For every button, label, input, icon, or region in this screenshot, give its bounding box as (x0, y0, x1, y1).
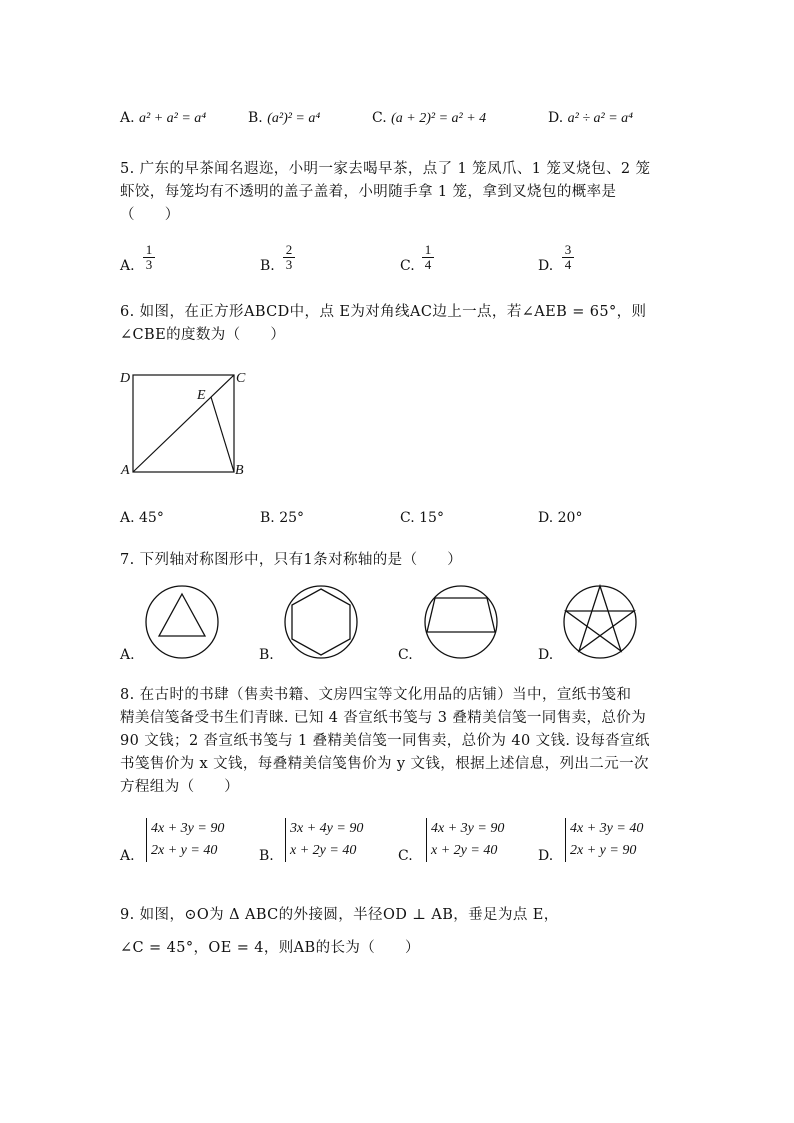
q6-option-b[interactable]: B. 25° (260, 510, 305, 526)
q7-figure-d (562, 584, 638, 660)
q4-option-c[interactable]: C. (a + 2)² = a² + 4 (372, 110, 487, 126)
q8-stem-line5: 方程组为（ ） (120, 779, 240, 795)
q8-stem-line4: 书笺售价为 x 文钱，每叠精美信笺售价为 y 文钱，根据上述信息，列出二元一次 (120, 756, 649, 772)
q5-option-d-fraction: $\frac{3}{4}$ (562, 243, 574, 272)
circle (285, 586, 357, 658)
q7-figure-b (283, 584, 359, 660)
q9-stem-line2: ∠C = 45°，OE = 4，则AB的长为（ ） (120, 940, 420, 956)
q7-figure-a (144, 584, 220, 660)
q4-option-b[interactable]: B. (a²)² = a⁴ (248, 110, 321, 126)
q8-option-b-letter[interactable]: B. (259, 848, 274, 864)
q6-stem-line1: 6. 如图，在正方形ABCD中，点 E为对角线AC边上一点，若∠AEB = 65°，则 (120, 304, 647, 320)
q7-option-c[interactable]: C. (398, 647, 413, 663)
q8-option-c-system: 4x + 3y = 90 x + 2y = 40 (426, 818, 504, 862)
trapezoid (427, 598, 495, 632)
q8-stem-line3: 90 文钱；2 沓宣纸书笺与 1 叠精美信笺一同售卖，总价为 40 文钱. 设每沓宣纸 (120, 733, 650, 749)
q8-option-c-letter[interactable]: C. (398, 848, 413, 864)
q6-option-c[interactable]: C. 15° (400, 510, 444, 526)
q9-stem-line1: 9. 如图，⊙O为 Δ ABC的外接圆，半径OD ⊥ AB，垂足为点 E， (120, 907, 559, 923)
q5-option-a-fraction: $\frac{1}{3}$ (143, 243, 155, 272)
q5-stem-line2: 虾饺，每笼均有不透明的盖子盖着，小明随手拿 1 笼，拿到叉烧包的概率是 (120, 184, 617, 200)
q5-option-b-letter[interactable]: B. (260, 258, 275, 274)
label-a: A (121, 463, 130, 478)
q7-option-d[interactable]: D. (538, 647, 554, 663)
q8-option-b-system: 3x + 4y = 90 x + 2y = 40 (285, 818, 363, 862)
q8-option-d-letter[interactable]: D. (538, 848, 554, 864)
q6-option-d[interactable]: D. 20° (538, 510, 583, 526)
q7-stem-line1: 7. 下列轴对称图形中，只有1条对称轴的是（ ） (120, 552, 463, 568)
triangle (159, 594, 205, 636)
q5-stem-line1: 5. 广东的早茶闻名遐迩，小明一家去喝早茶，点了 1 笼凤爪、1 笼叉烧包、2 笼 (120, 161, 651, 177)
q6-option-a[interactable]: A. 45° (120, 510, 164, 526)
segment-be (211, 397, 234, 472)
q8-stem-line1: 8. 在古时的书肆（售卖书籍、文房四宝等文化用品的店铺）当中，宣纸书笺和 (120, 687, 632, 703)
q5-option-c-fraction: $\frac{1}{4}$ (422, 243, 434, 272)
label-e: E (197, 388, 206, 403)
q7-option-b[interactable]: B. (259, 647, 274, 663)
q8-stem-line2: 精美信笺备受书生们青睐. 已知 4 沓宣纸书笺与 3 叠精美信笺一同售卖，总价为 (120, 710, 647, 726)
q4-option-d[interactable]: D. a² ÷ a² = a⁴ (548, 110, 634, 126)
q6-stem-line2: ∠CBE的度数为（ ） (120, 327, 286, 343)
q8-option-d-system: 4x + 3y = 40 2x + y = 90 (565, 818, 643, 862)
q5-option-b-fraction: $\frac{2}{3}$ (283, 243, 295, 272)
q5-option-c-letter[interactable]: C. (400, 258, 415, 274)
label-c: C (236, 371, 246, 386)
q5-option-d-letter[interactable]: D. (538, 258, 554, 274)
label-b: B (235, 463, 244, 478)
label-d: D (120, 371, 131, 386)
q8-option-a-letter[interactable]: A. (120, 848, 135, 864)
q5-option-a-letter[interactable]: A. (120, 258, 135, 274)
hexagon (292, 589, 350, 655)
circle (564, 586, 636, 658)
circle (146, 586, 218, 658)
q7-option-a[interactable]: A. (120, 647, 135, 663)
circle (425, 586, 497, 658)
q5-stem-line3: （ ） (120, 207, 180, 223)
q7-figure-c (423, 584, 499, 660)
q8-option-a-system: 4x + 3y = 90 2x + y = 40 (146, 818, 224, 862)
q6-square-figure (115, 366, 255, 481)
q4-option-a[interactable]: A. a² + a² = a⁴ (120, 110, 207, 126)
